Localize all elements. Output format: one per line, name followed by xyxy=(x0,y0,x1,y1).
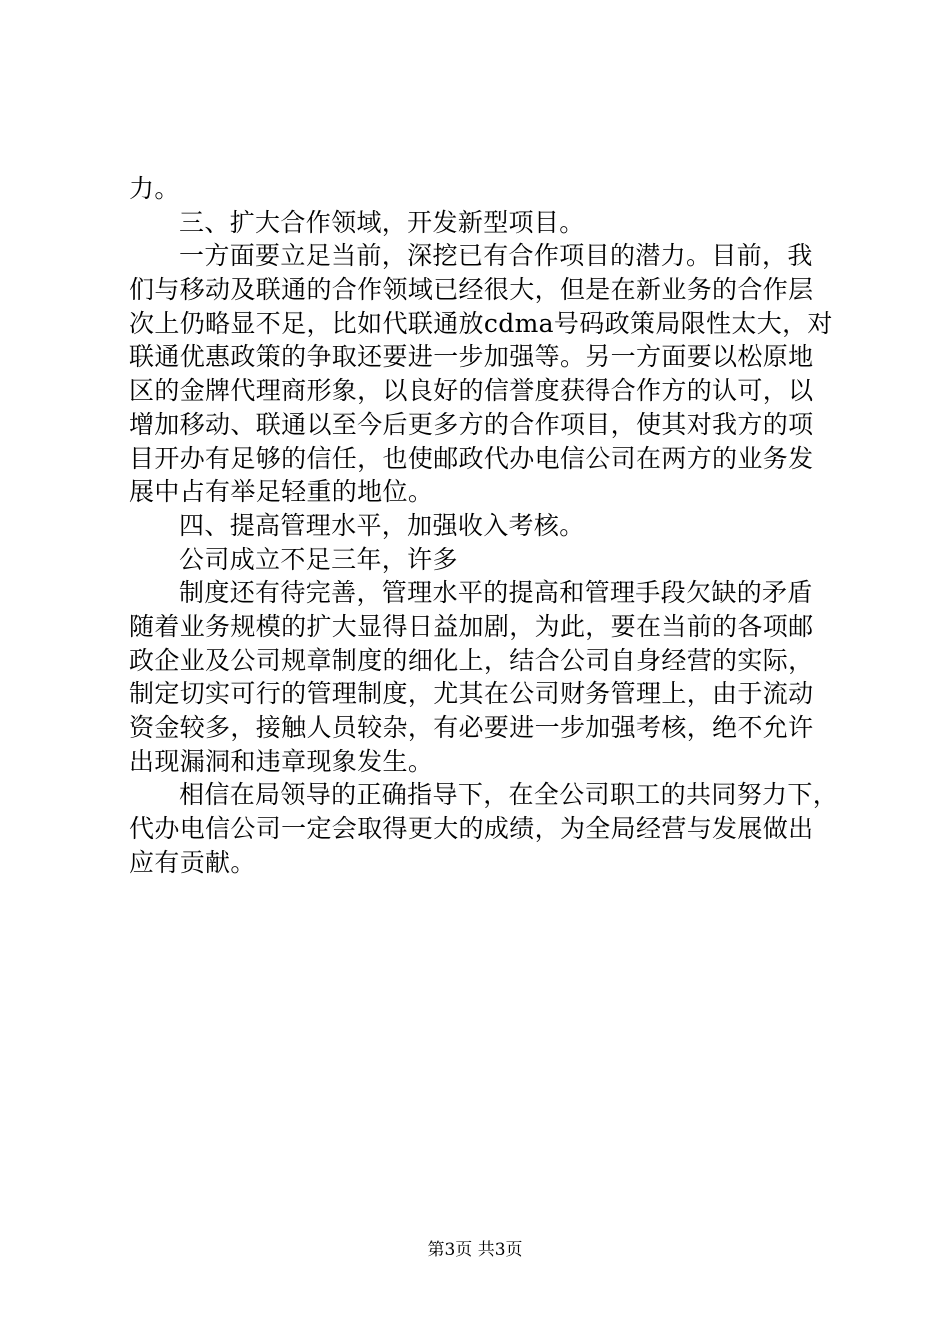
text-line-1: 力。 xyxy=(129,174,180,203)
text-line-16: 制定切实可行的管理制度，尤其在公司财务管理上，由于流动 xyxy=(129,679,814,709)
page-number-footer: 第3页 共3页 xyxy=(427,1240,523,1260)
text-line-14: 随着业务规模的扩大显得日益加剧，为此，要在当前的各项邮 xyxy=(129,611,814,641)
text-line-5: 次上仍略显不足，比如代联通放cdma号码政策局限性太大，对 xyxy=(129,308,833,338)
document-body xyxy=(129,172,849,879)
text-line-9: 目开办有足够的信任，也使邮政代办电信公司在两方的业务发 xyxy=(129,443,814,473)
text-line-19: 相信在局领导的正确指导下，在全公司职工的共同努力下， xyxy=(179,780,839,810)
text-line-13: 制度还有待完善，管理水平的提高和管理手段欠缺的矛盾 xyxy=(179,578,813,608)
text-line-8: 增加移动、联通以至今后更多方的合作项目，使其对我方的项 xyxy=(129,409,814,439)
text-line-6: 联通优惠政策的争取还要进一步加强等。另一方面要以松原地 xyxy=(129,342,814,372)
text-line-17: 资金较多，接触人员较杂，有必要进一步加强考核，绝不允许 xyxy=(129,713,814,742)
text-line-7: 区的金牌代理商形象，以良好的信誉度获得合作方的认可，以 xyxy=(129,376,814,406)
section-heading-3: 三、扩大合作领域，开发新型项目。 xyxy=(179,207,585,237)
text-line-3: 一方面要立足当前，深挖已有合作项目的潜力。目前，我 xyxy=(179,241,813,271)
section-heading-4: 四、提高管理水平，加强收入考核。 xyxy=(179,510,585,540)
text-line-4: 们与移动及联通的合作领域已经很大，但是在新业务的合作层 xyxy=(129,275,814,305)
text-line-20: 代办电信公司一定会取得更大的成绩，为全局经营与发展做出 xyxy=(129,814,814,844)
text-line-21: 应有贡献。 xyxy=(129,847,256,877)
text-line-15: 政企业及公司规章制度的细化上，结合公司自身经营的实际， xyxy=(129,645,814,675)
text-line-18: 出现漏洞和违章现象发生。 xyxy=(129,746,434,776)
text-line-12: 公司成立不足三年，许多 xyxy=(179,544,458,574)
text-line-10: 展中占有举足轻重的地位。 xyxy=(129,477,434,507)
